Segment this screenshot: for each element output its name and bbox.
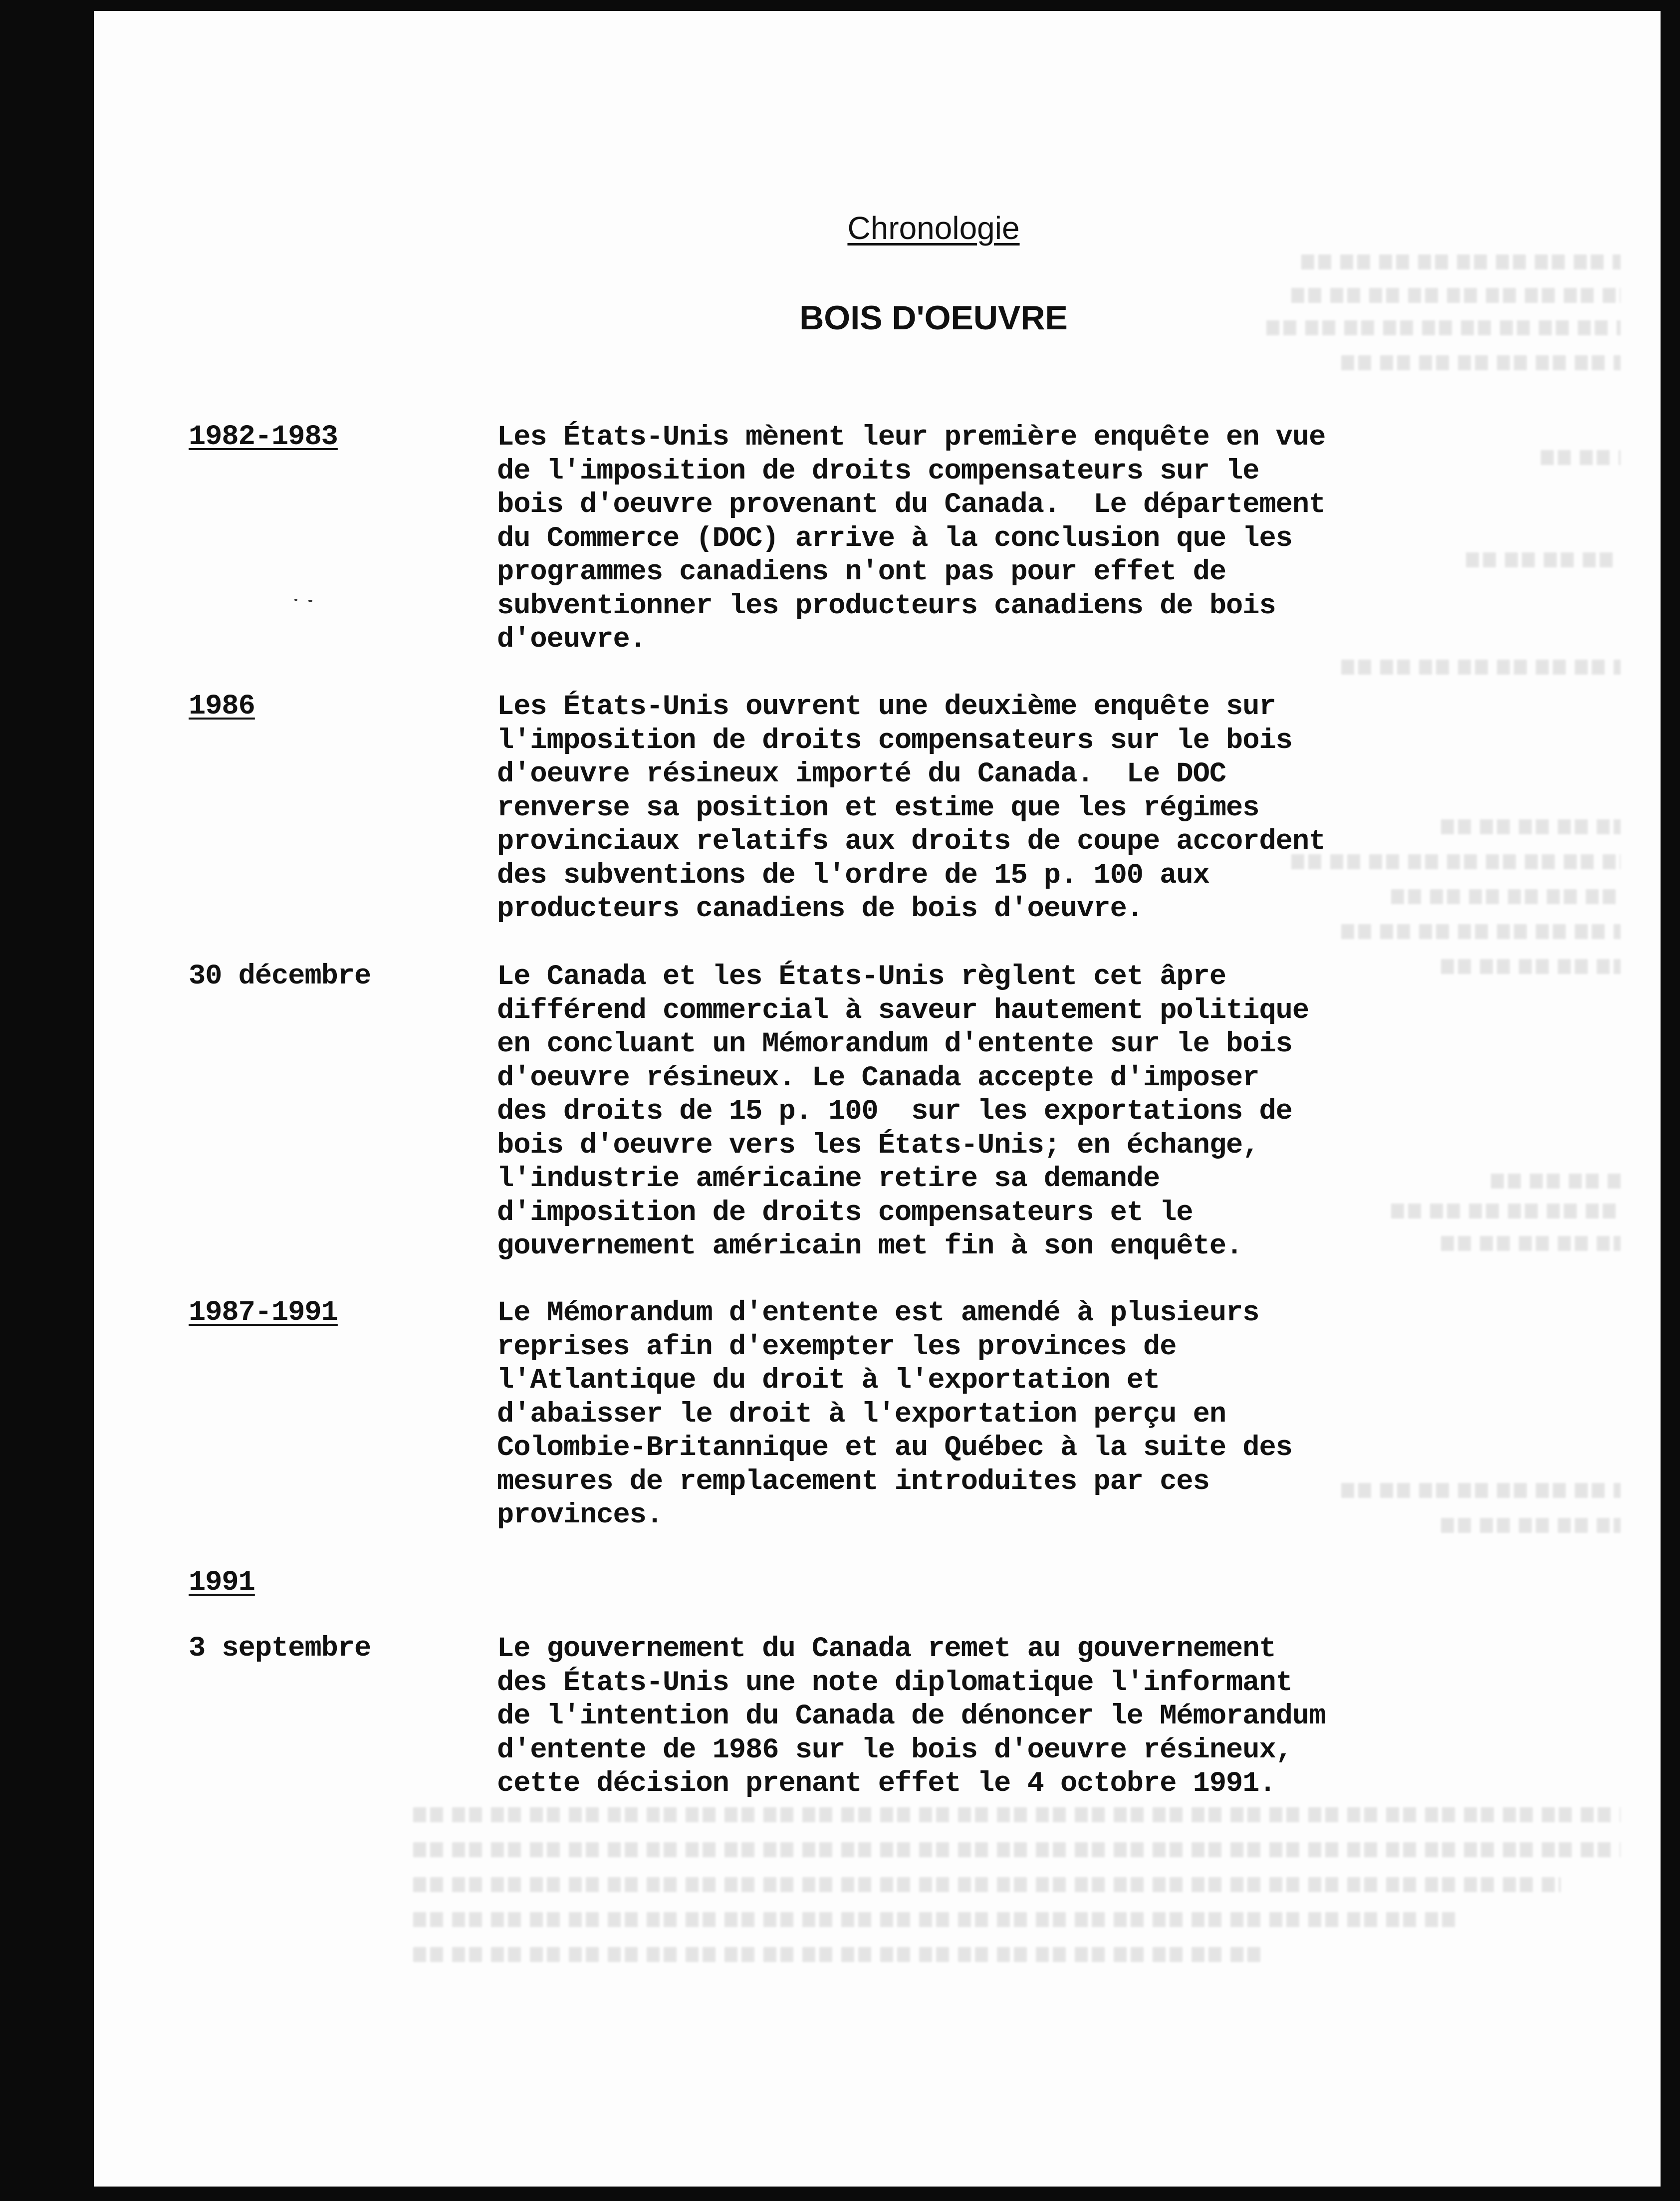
entry-text: Le Mémorandum d'entente est amendé à plusieurs reprises afin d'exempter les provinces de l'Atlantique du droit à l'exportation et d'abaisser le droit à l'exportation perçu en Colombie-Britannique et au Québec à la suite des mesures de remplacement introduites par ces provinces. <box>497 1297 1292 1531</box>
entry-date: 1987-1991 <box>189 1297 338 1329</box>
entry-text: Le gouvernement du Canada remet au gouvernement des États-Unis une note diplomatique l'informant de l'intention du Canada de dénoncer le Mémorandum d'entente de 1986 sur le bois d'oeuvre résineux, cette décision prenant effet le 4 octobre 1991. <box>497 1633 1326 1800</box>
page-title: Chronologie <box>847 210 1020 246</box>
document-page <box>94 11 1661 2187</box>
entry-text: Les États-Unis mènent leur première enquête en vue de l'imposition de droits compensateurs sur le bois d'oeuvre provenant du Canada. Le département du Commerce (DOC) arrive à la conclusion que les programmes canadiens n'ont pas pour effet de subventionner les producteurs canadiens de bois d'oeuvre. <box>497 422 1326 656</box>
entry-date: 1982-1983 <box>189 421 338 453</box>
entry-text: Le Canada et les États-Unis règlent cet âpre différend commercial à saveur hautement politique en concluant un Mémorandum d'entente sur le bois d'oeuvre résineux. Le Canada accepte d'imposer des droits de 15 p. 100 sur les exportations de bois d'oeuvre vers les États-Unis; en échange, l'industrie américaine retire sa demande d'imposition de droits compensateurs et le gouvernement américain met fin à son enquête. <box>497 961 1309 1262</box>
entry-date: 30 décembre <box>189 961 371 992</box>
entry-text: Les États-Unis ouvrent une deuxième enquête sur l'imposition de droits compensateurs sur le bois d'oeuvre résineux importé du Canada. Le DOC renverse sa position et estime que les régimes provinciaux relatifs aux droits de coupe accordent des subventions de l'ordre de 15 p. 100 aux producteurs canadiens de bois d'oeuvre. <box>497 691 1326 925</box>
entry-date: 1986 <box>189 691 255 723</box>
scan-speck <box>294 599 297 601</box>
entry-date: 1991 <box>189 1567 255 1599</box>
page-subtitle: BOIS D'OEUVRE <box>799 299 1068 337</box>
entry-date: 3 septembre <box>189 1633 371 1665</box>
scan-speck <box>308 600 312 602</box>
